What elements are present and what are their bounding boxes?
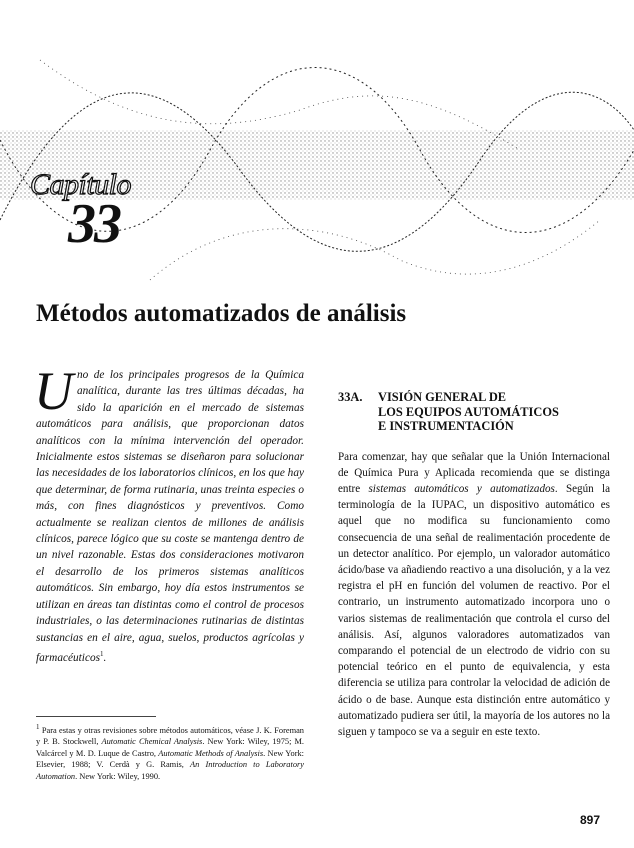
intro-text: no de los principales progresos de la Química analítica, durante las tres últimas décadas, ha sido la aparición en el mercado de sistemas automáticos para análisis, que proporcionan datos analíticos con la mínima intervención del operador. Inicialmente estos sistemas se diseñaron para solucionar las necesidades de los laboratorios clínicos, en los que hay que determinar, de forma rutinaria, unas treinta especies o más, con fines diagnósticos y preventivos. Como actualmente se realizan cientos de millones de análisis clínicos, parece lógico que su coste se mantenga dentro de un nivel razonable. Estas dos consideraciones motivaron el desarrollo de los primeros sistemas analíticos automáticos. Sin embargo, hoy día estos instrumentos se utilizan en áreas tan distintas como el control de procesos industriales, o las determinaciones rutinarias de distintas sustancias en el aire, agua, suelos, productos agrícolas y farmacéuticos bbox=[36, 369, 304, 664]
footnote-ref-2: Automatic Methods of Analysis bbox=[158, 748, 264, 758]
wave-curve-4 bbox=[150, 220, 600, 280]
intro-paragraph bbox=[34, 361, 304, 666]
drop-cap: U bbox=[34, 361, 73, 421]
page-number: 897 bbox=[580, 813, 601, 827]
section-number: 33A. bbox=[338, 390, 363, 404]
footnote-text-1: Para estas y otras revisiones sobre métodos automáticos, véase J. K. Foreman y P. B. Stockwell, bbox=[36, 725, 304, 747]
footnote bbox=[36, 722, 304, 782]
footnote-divider bbox=[36, 716, 156, 717]
footnote-text-3: . New York: Elsevier, 1988; V. Cerdà y G. Ramis, bbox=[36, 748, 305, 770]
chapter-title: Métodos automatizados de análisis bbox=[36, 300, 407, 327]
footnote-ref-1: Automatic Chemical Analysis bbox=[101, 737, 203, 747]
section-body-text-1: Para comenzar, hay que señalar que la Unión Internacional de Química Pura y Aplicada recomienda que se distinga entre bbox=[338, 450, 610, 495]
intro-trailing: . bbox=[103, 651, 107, 664]
section-title-line-1: VISIÓN GENERAL DE bbox=[378, 390, 507, 404]
chapter-number: 33 bbox=[68, 193, 120, 255]
section-body-text-2: . Según la terminología de la IUPAC, un dispositivo automático es aquel que no modifica su funcionamiento como consecuencia de una señal de realimentación procedente de un detector analítico. Por ejemplo, un valorador automático ácido/base va añadiendo reactivo a una disolución, y a la vez registra el pH en función del volumen de reactivo. Por el contrario, un instrumento automatizado incorpora uno o varios sistemas de realimentación que controla el curso del análisis. Así, algunos valoradores automatizados van comparando el potencial de un electrodo de vidrio con su potencial teórico en el punto de equivalencia, y esta diferencia se utiliza para controlar la velocidad de adición de ácido o de base. Aunque esta distinción entre automático y automatizado pudiera ser útil, la mayoría de los autores no la siguen y tampoco se va a seguir en este texto. bbox=[338, 482, 610, 738]
footnote-text-2: . New York: Wiley, 1975; M. Valcárcel y M. D. Luque de Castro, bbox=[36, 737, 304, 758]
section-33a bbox=[338, 390, 610, 740]
section-term: sistemas automáticos y automatizados bbox=[368, 482, 555, 495]
section-body bbox=[338, 449, 610, 741]
section-title-line-2: LOS EQUIPOS AUTOMÁTICOS bbox=[378, 404, 559, 419]
section-heading bbox=[338, 390, 610, 434]
footnote-ref-3: An Introduction to Laboratory Automation bbox=[36, 760, 304, 781]
chapter-label: Capítulo bbox=[30, 168, 132, 201]
footnote-text-4: . New York: Wiley, 1990. bbox=[75, 771, 161, 781]
footnote-reference[interactable]: 1 bbox=[100, 649, 104, 658]
section-title bbox=[378, 390, 610, 434]
section-title-line-3: E INSTRUMENTACIÓN bbox=[378, 419, 514, 433]
footnote-mark: 1 bbox=[36, 723, 40, 731]
